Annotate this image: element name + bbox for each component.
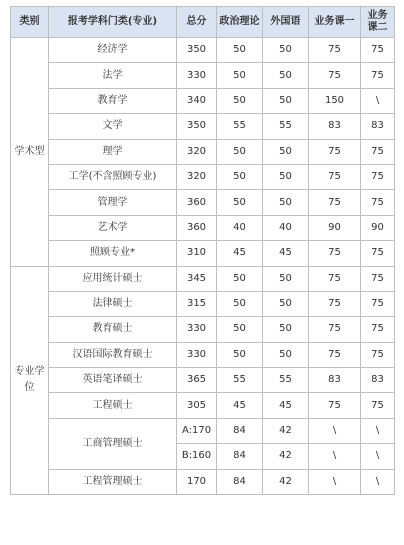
biz2-cell: 75 [361, 139, 395, 164]
header-total: 总分 [177, 7, 217, 38]
biz2-cell: 75 [361, 63, 395, 88]
table-row [11, 190, 395, 215]
biz2-cell: 75 [361, 190, 395, 215]
major-cell: 英语笔译硕士 [49, 368, 177, 393]
politics-cell: 84 [217, 418, 263, 443]
table-row [11, 291, 395, 316]
politics-cell: 50 [217, 164, 263, 189]
table-row [11, 63, 395, 88]
biz2-cell: 75 [361, 266, 395, 291]
category-professional: 专业学位 [11, 266, 49, 495]
major-cell: 应用统计硕士 [49, 266, 177, 291]
biz1-cell: 75 [309, 266, 361, 291]
biz2-cell: 75 [361, 393, 395, 418]
foreign-cell: 50 [263, 63, 309, 88]
total-cell: 365 [177, 368, 217, 393]
total-cell: A:170 [177, 418, 217, 443]
table-row [11, 114, 395, 139]
biz2-cell: \ [361, 418, 395, 443]
score-line-table [10, 6, 395, 495]
biz1-cell: 150 [309, 88, 361, 113]
table-row [11, 469, 395, 494]
biz2-cell: 75 [361, 291, 395, 316]
biz1-cell: 75 [309, 63, 361, 88]
biz1-cell: 75 [309, 139, 361, 164]
header-politics: 政治理论 [217, 7, 263, 38]
total-cell: 170 [177, 469, 217, 494]
total-cell: 330 [177, 342, 217, 367]
politics-cell: 50 [217, 38, 263, 63]
table-row [11, 393, 395, 418]
major-cell-mba: 工商管理硕士 [49, 418, 177, 469]
politics-cell: 50 [217, 266, 263, 291]
header-major: 报考学科门类(专业) [49, 7, 177, 38]
biz2-cell: \ [361, 469, 395, 494]
total-cell: 350 [177, 38, 217, 63]
politics-cell: 84 [217, 444, 263, 469]
foreign-cell: 50 [263, 164, 309, 189]
foreign-cell: 50 [263, 139, 309, 164]
table-row [11, 139, 395, 164]
major-cell: 汉语国际教育硕士 [49, 342, 177, 367]
major-cell: 工学(不含照顾专业) [49, 164, 177, 189]
major-cell: 工程管理硕士 [49, 469, 177, 494]
foreign-cell: 55 [263, 114, 309, 139]
foreign-cell: 50 [263, 317, 309, 342]
foreign-cell: 50 [263, 266, 309, 291]
politics-cell: 45 [217, 393, 263, 418]
foreign-cell: 42 [263, 418, 309, 443]
foreign-cell: 50 [263, 38, 309, 63]
foreign-cell: 55 [263, 368, 309, 393]
biz1-cell: 75 [309, 190, 361, 215]
header-row [11, 7, 395, 38]
table-row [11, 164, 395, 189]
politics-cell: 55 [217, 114, 263, 139]
politics-cell: 50 [217, 139, 263, 164]
header-type: 类别 [11, 7, 49, 38]
total-cell: 330 [177, 317, 217, 342]
foreign-cell: 45 [263, 241, 309, 266]
foreign-cell: 40 [263, 215, 309, 240]
politics-cell: 50 [217, 342, 263, 367]
table-row [11, 317, 395, 342]
table-row [11, 241, 395, 266]
politics-cell: 84 [217, 469, 263, 494]
table-row [11, 215, 395, 240]
biz2-cell: 83 [361, 114, 395, 139]
major-cell: 管理学 [49, 190, 177, 215]
biz2-cell: 83 [361, 368, 395, 393]
header-biz2: 业务课二 [361, 7, 395, 38]
politics-cell: 50 [217, 190, 263, 215]
table-row [11, 88, 395, 113]
biz2-cell: 75 [361, 38, 395, 63]
biz1-cell: 75 [309, 241, 361, 266]
biz2-cell: 90 [361, 215, 395, 240]
total-cell: 315 [177, 291, 217, 316]
total-cell: 320 [177, 164, 217, 189]
major-cell: 法学 [49, 63, 177, 88]
politics-cell: 50 [217, 317, 263, 342]
biz1-cell: 75 [309, 164, 361, 189]
table-row [11, 342, 395, 367]
biz1-cell: \ [309, 418, 361, 443]
major-cell: 工程硕士 [49, 393, 177, 418]
biz1-cell: 83 [309, 114, 361, 139]
table-body [11, 38, 395, 495]
foreign-cell: 50 [263, 291, 309, 316]
biz2-cell: \ [361, 444, 395, 469]
biz2-cell: 75 [361, 317, 395, 342]
table-row [11, 418, 395, 443]
table-row [11, 38, 395, 63]
politics-cell: 55 [217, 368, 263, 393]
major-cell: 理学 [49, 139, 177, 164]
total-cell: 360 [177, 190, 217, 215]
major-cell: 艺术学 [49, 215, 177, 240]
header-biz1: 业务课一 [309, 7, 361, 38]
foreign-cell: 50 [263, 190, 309, 215]
total-cell: B:160 [177, 444, 217, 469]
total-cell: 320 [177, 139, 217, 164]
biz2-cell: 75 [361, 342, 395, 367]
biz1-cell: 83 [309, 368, 361, 393]
total-cell: 305 [177, 393, 217, 418]
table-row [11, 266, 395, 291]
category-academic: 学术型 [11, 38, 49, 267]
foreign-cell: 50 [263, 342, 309, 367]
total-cell: 310 [177, 241, 217, 266]
biz1-cell: \ [309, 469, 361, 494]
biz1-cell: 75 [309, 393, 361, 418]
politics-cell: 50 [217, 63, 263, 88]
foreign-cell: 45 [263, 393, 309, 418]
biz1-cell: 75 [309, 38, 361, 63]
foreign-cell: 42 [263, 444, 309, 469]
total-cell: 345 [177, 266, 217, 291]
major-cell: 照顾专业* [49, 241, 177, 266]
major-cell: 教育硕士 [49, 317, 177, 342]
politics-cell: 50 [217, 291, 263, 316]
major-cell: 文学 [49, 114, 177, 139]
major-cell: 经济学 [49, 38, 177, 63]
biz1-cell: 75 [309, 291, 361, 316]
header-foreign: 外国语 [263, 7, 309, 38]
foreign-cell: 42 [263, 469, 309, 494]
major-cell: 教育学 [49, 88, 177, 113]
table-header [11, 7, 395, 38]
biz1-cell: 75 [309, 317, 361, 342]
total-cell: 350 [177, 114, 217, 139]
biz2-cell: \ [361, 88, 395, 113]
total-cell: 340 [177, 88, 217, 113]
total-cell: 360 [177, 215, 217, 240]
biz1-cell: \ [309, 444, 361, 469]
biz2-cell: 75 [361, 164, 395, 189]
major-cell: 法律硕士 [49, 291, 177, 316]
politics-cell: 50 [217, 88, 263, 113]
politics-cell: 45 [217, 241, 263, 266]
biz1-cell: 90 [309, 215, 361, 240]
total-cell: 330 [177, 63, 217, 88]
politics-cell: 40 [217, 215, 263, 240]
foreign-cell: 50 [263, 88, 309, 113]
table-row [11, 368, 395, 393]
biz1-cell: 75 [309, 342, 361, 367]
biz2-cell: 75 [361, 241, 395, 266]
